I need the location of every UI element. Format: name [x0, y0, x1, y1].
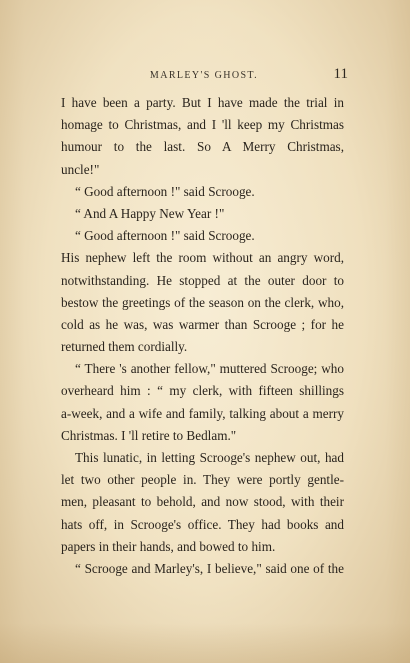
text-line: men, pleasant to behold, and now stood, with their	[61, 494, 344, 510]
text-line: His nephew left the room without an angry word,	[61, 250, 344, 266]
text-line: a-week, and a wife and family, talking about a merry	[61, 405, 344, 421]
text-line: notwithstanding. He stopped at the outer door to	[61, 272, 344, 288]
text-line: papers in their hands, and bowed to him.	[61, 538, 276, 554]
text-line: This lunatic, in letting Scrooge's nephew out, had	[75, 450, 344, 465]
text-line: homage to Christmas, and I 'll keep my Christmas	[61, 117, 344, 133]
text-line: “ Scrooge and Marley's, I believe," said one of the	[75, 560, 344, 576]
text-line: bestow the greetings of the season on the clerk, who,	[61, 294, 344, 310]
text-line: I have been a party. But I have made the trial in	[61, 95, 344, 110]
text-line: “ And A Happy New Year !"	[75, 205, 225, 221]
text-line: hats off, in Scrooge's office. They had books and	[61, 516, 344, 532]
page-header	[60, 66, 348, 86]
running-head: MARLEY'S GHOST.	[149, 70, 259, 81]
text-line: returned them cordially.	[61, 339, 188, 355]
page-number: 11	[333, 66, 348, 82]
text-line: cold as he was, was warmer than Scrooge ; for he	[61, 316, 344, 332]
text-line: “ Good afternoon !" said Scrooge.	[75, 183, 255, 199]
text-line: Christmas. I 'll retire to Bedlam."	[61, 427, 237, 443]
text-line: let two other people in. They were portly gentle-	[61, 472, 344, 488]
text-line: humour to the last. So A Merry Christmas,	[61, 139, 344, 155]
text-line: overheard him : “ my clerk, with fifteen shillings	[61, 383, 344, 399]
text-line: “ There 's another fellow," muttered Scrooge; who	[75, 361, 344, 377]
text-line: “ Good afternoon !" said Scrooge.	[75, 228, 255, 244]
text-line: uncle!"	[61, 161, 100, 177]
body-text	[61, 92, 344, 580]
